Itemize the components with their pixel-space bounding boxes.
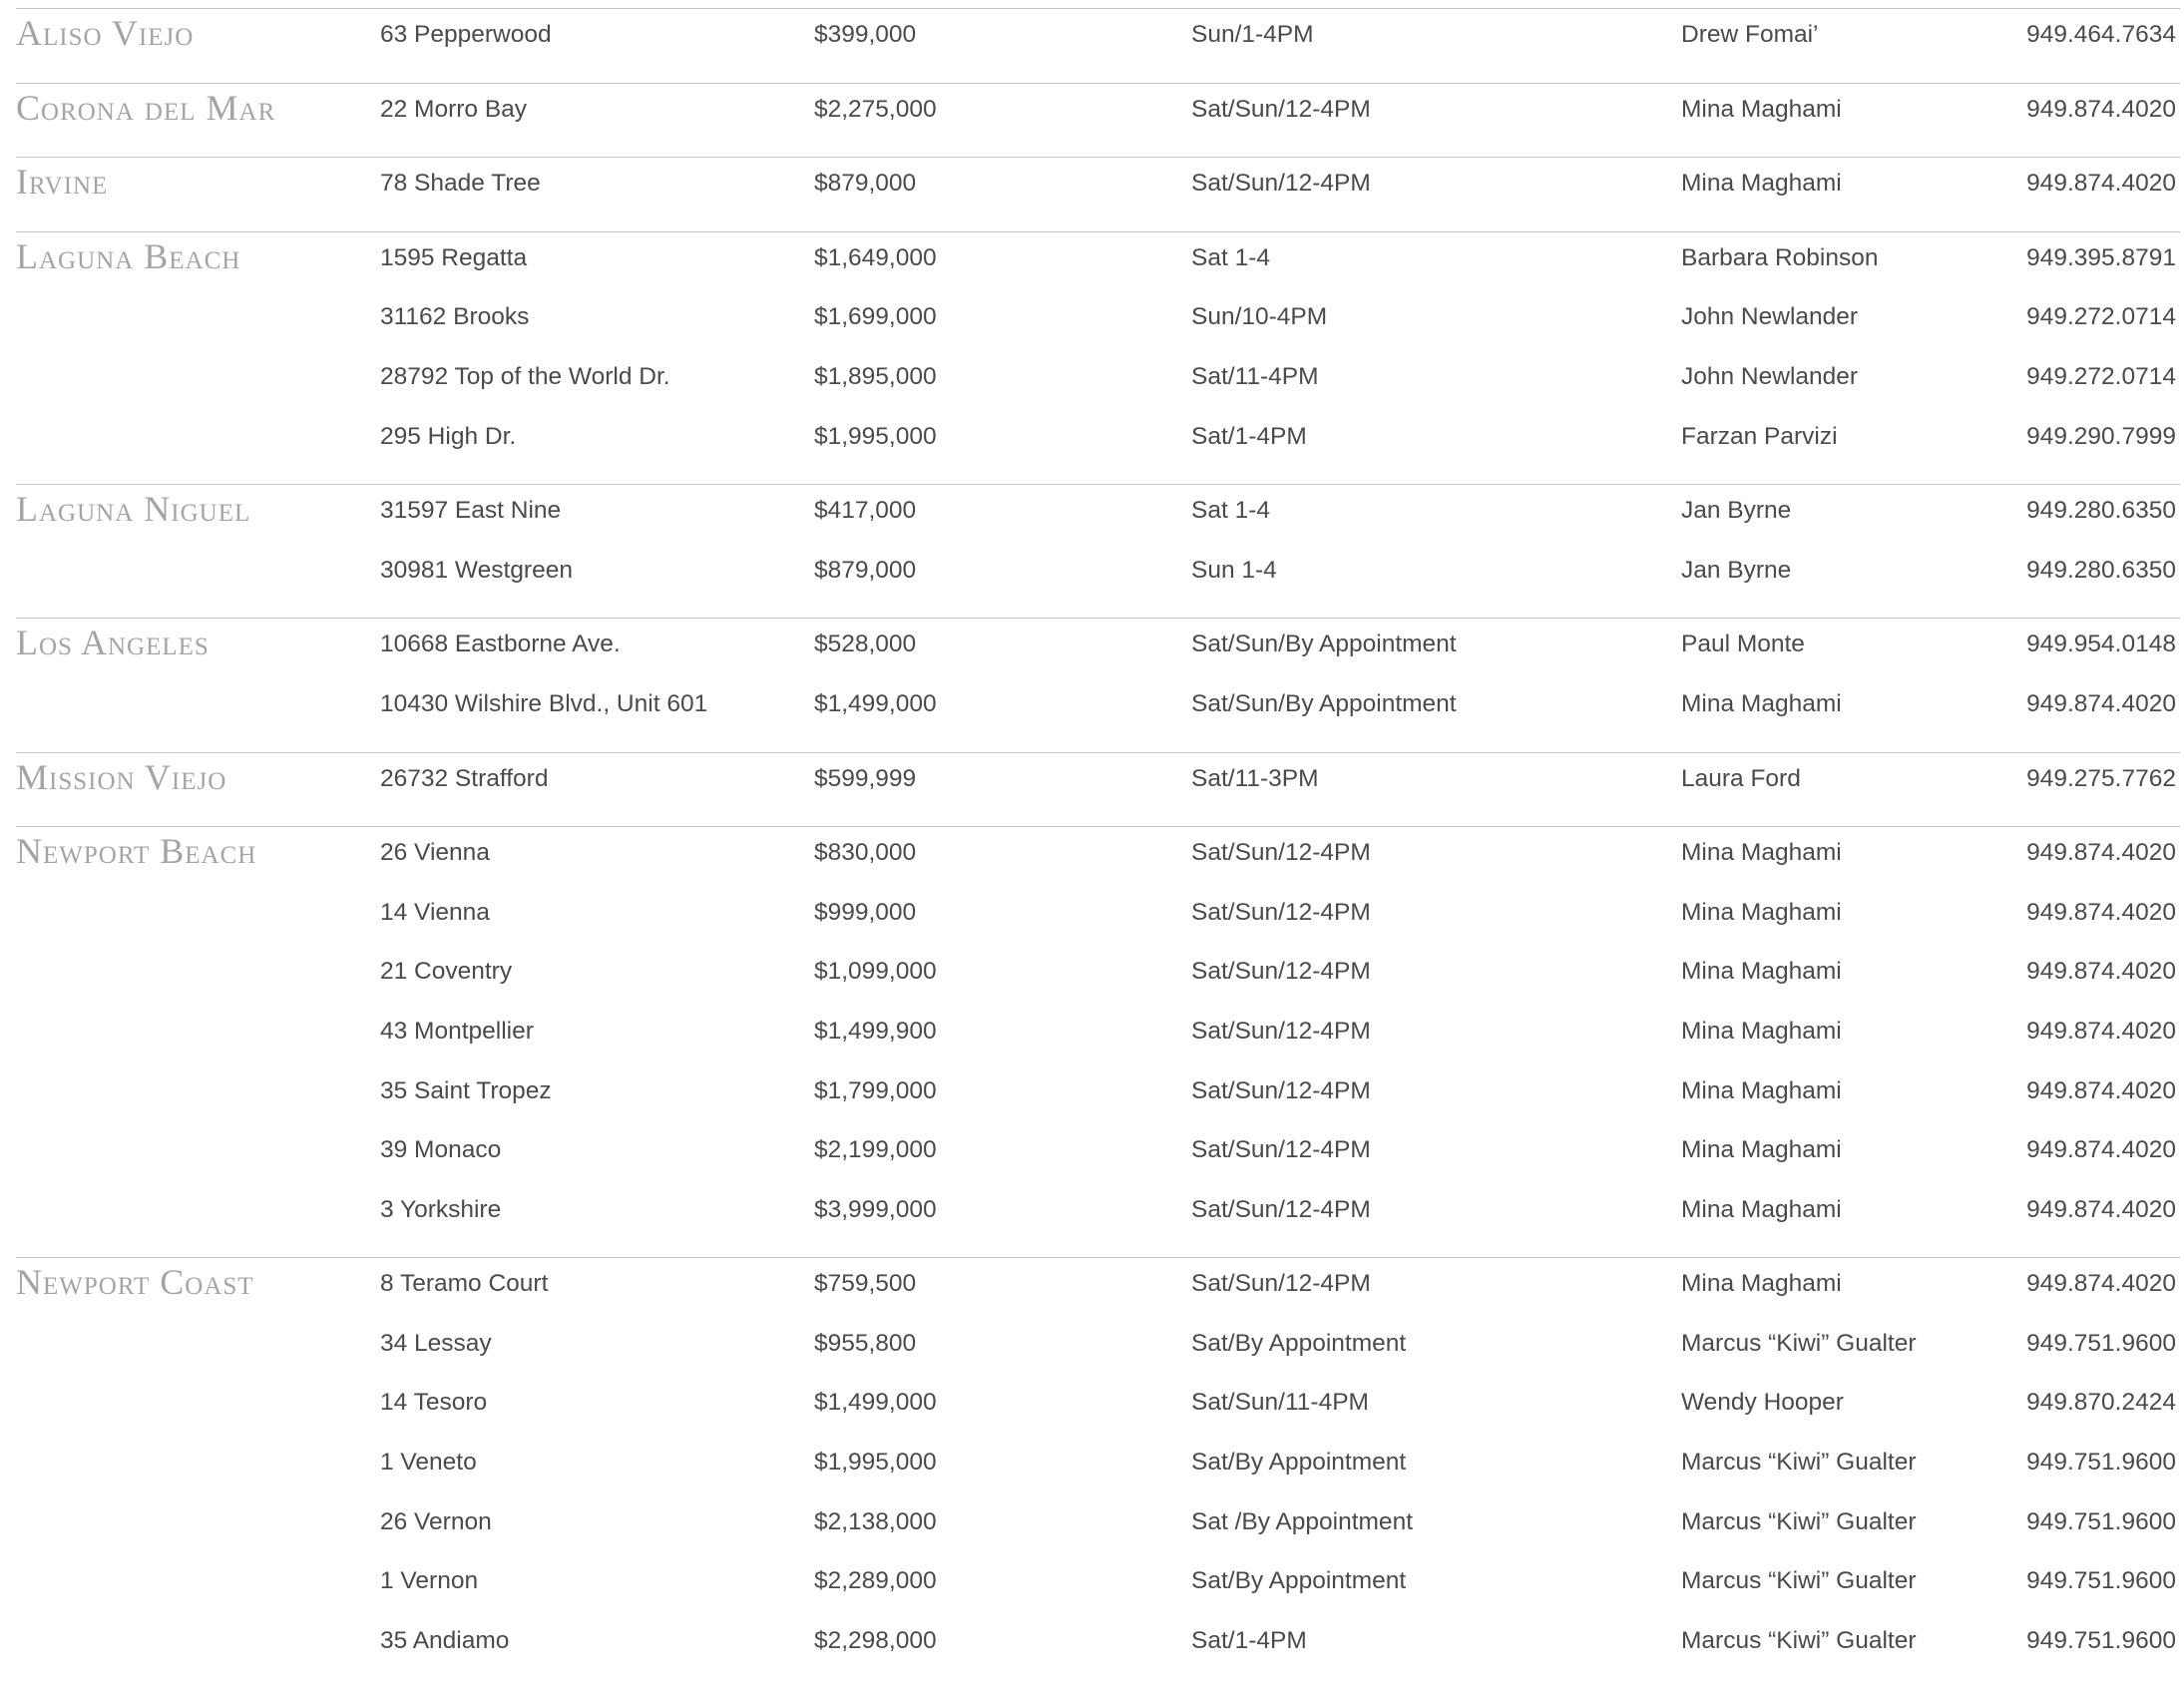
agent-phone: 949.751.9600	[2026, 1329, 2176, 1357]
listing-row	[16, 553, 2180, 613]
city-name: Aliso Viejo	[16, 13, 195, 53]
listing-row	[16, 954, 2180, 1014]
agent-name: Farzan Parvizi	[1681, 422, 1838, 450]
listing-price: $955,800	[814, 1329, 917, 1357]
agent-phone: 949.464.7634	[2026, 21, 2176, 48]
open-house-time: Sat/Sun/12-4PM	[1191, 1195, 1371, 1223]
listing-row	[16, 1623, 2180, 1683]
listing-price: $1,895,000	[814, 362, 937, 390]
open-house-time: Sat 1-4	[1191, 497, 1270, 525]
listing-address: 26732 Strafford	[380, 764, 549, 792]
city-group	[16, 752, 2180, 827]
listing-address: 28792 Top of the World Dr.	[380, 362, 670, 390]
listing-price: $3,999,000	[814, 1195, 937, 1223]
listing-price: $2,289,000	[814, 1567, 937, 1595]
agent-name: Paul Monte	[1681, 631, 1805, 658]
agent-phone: 949.874.4020	[2026, 1017, 2176, 1045]
listing-row	[16, 1073, 2180, 1133]
listing-address: 14 Tesoro	[380, 1389, 488, 1417]
listing-address: 10668 Eastborne Ave.	[380, 631, 621, 658]
agent-name: Mina Maghami	[1681, 839, 1842, 867]
listing-row	[16, 1504, 2180, 1564]
listing-row	[16, 1445, 2180, 1504]
open-house-time: Sat/Sun/11-4PM	[1191, 1389, 1369, 1417]
listing-price: $1,499,000	[814, 689, 937, 717]
listing-row	[16, 17, 2180, 77]
open-house-time: Sat/Sun/12-4PM	[1191, 958, 1371, 986]
city-name: Mission Viejo	[16, 756, 227, 797]
agent-phone: 949.874.4020	[2026, 1136, 2176, 1164]
listing-address: 34 Lessay	[380, 1329, 492, 1357]
listing-price: $2,298,000	[814, 1626, 937, 1654]
listing-address: 26 Vernon	[380, 1507, 492, 1535]
agent-phone: 949.275.7762	[2026, 764, 2176, 792]
open-house-time: Sat/1-4PM	[1191, 1626, 1307, 1654]
listing-row	[16, 240, 2180, 300]
listing-row	[16, 1563, 2180, 1623]
listing-price: $2,275,000	[814, 95, 937, 123]
city-name: Los Angeles	[16, 623, 210, 663]
listing-address: 14 Vienna	[380, 898, 490, 926]
listing-address: 63 Pepperwood	[380, 21, 552, 48]
listing-price: $830,000	[814, 839, 917, 867]
agent-phone: 949.280.6350	[2026, 556, 2176, 584]
open-house-time: Sat/By Appointment	[1191, 1567, 1407, 1595]
listing-address: 39 Monaco	[380, 1136, 502, 1164]
agent-phone: 949.280.6350	[2026, 497, 2176, 525]
listing-price: $1,099,000	[814, 958, 937, 986]
listing-row	[16, 1014, 2180, 1073]
agent-name: Drew Fomai’	[1681, 21, 1819, 48]
agent-phone: 949.751.9600	[2026, 1567, 2176, 1595]
open-house-time: Sat/11-3PM	[1191, 764, 1319, 792]
open-house-time: Sat/Sun/12-4PM	[1191, 1136, 1371, 1164]
listing-price: $528,000	[814, 631, 917, 658]
agent-name: Marcus “Kiwi” Gualter	[1681, 1626, 1917, 1654]
listing-address: 8 Teramo Court	[380, 1270, 549, 1298]
agent-name: Jan Byrne	[1681, 556, 1792, 584]
city-group	[16, 826, 2180, 1257]
listing-row	[16, 1385, 2180, 1445]
listing-address: 35 Andiamo	[380, 1626, 510, 1654]
agent-phone: 949.272.0714	[2026, 303, 2176, 331]
city-name: Newport Beach	[16, 831, 257, 872]
listing-address: 22 Morro Bay	[380, 95, 528, 123]
agent-name: John Newlander	[1681, 362, 1859, 390]
listing-price: $599,999	[814, 764, 917, 792]
listing-price: $999,000	[814, 898, 917, 926]
agent-phone: 949.395.8791	[2026, 243, 2176, 271]
listing-price: $879,000	[814, 556, 917, 584]
open-house-time: Sun/10-4PM	[1191, 303, 1328, 331]
listing-address: 3 Yorkshire	[380, 1195, 502, 1223]
city-group	[16, 484, 2180, 618]
open-house-time: Sat 1-4	[1191, 243, 1270, 271]
city-group	[16, 231, 2180, 484]
listing-row	[16, 627, 2180, 686]
listing-address: 1 Veneto	[380, 1449, 477, 1477]
listing-price: $399,000	[814, 21, 917, 48]
open-house-time: Sun 1-4	[1191, 556, 1277, 584]
open-house-time: Sat/By Appointment	[1191, 1449, 1407, 1477]
city-name: Corona del Mar	[16, 87, 276, 128]
listing-price: $1,699,000	[814, 303, 937, 331]
open-house-time: Sat/Sun/12-4PM	[1191, 95, 1371, 123]
listing-row	[16, 359, 2180, 419]
city-name: Newport Coast	[16, 1262, 254, 1303]
open-house-time: Sun/1-4PM	[1191, 21, 1314, 48]
agent-name: Marcus “Kiwi” Gualter	[1681, 1507, 1917, 1535]
listing-row	[16, 493, 2180, 553]
agent-name: Jan Byrne	[1681, 497, 1792, 525]
city-group	[16, 83, 2180, 158]
listing-price: $1,499,900	[814, 1017, 937, 1045]
city-name: Laguna Niguel	[16, 489, 251, 530]
agent-phone: 949.874.4020	[2026, 95, 2176, 123]
agent-name: Mina Maghami	[1681, 689, 1842, 717]
open-house-time: Sat/Sun/12-4PM	[1191, 1017, 1371, 1045]
city-name: Laguna Beach	[16, 235, 241, 276]
agent-name: Marcus “Kiwi” Gualter	[1681, 1329, 1917, 1357]
agent-name: Mina Maghami	[1681, 95, 1842, 123]
open-house-time: Sat/Sun/12-4PM	[1191, 170, 1371, 198]
listing-row	[16, 1266, 2180, 1326]
agent-name: Mina Maghami	[1681, 1017, 1842, 1045]
listing-address: 295 High Dr.	[380, 422, 517, 450]
listing-row	[16, 419, 2180, 479]
agent-phone: 949.874.4020	[2026, 170, 2176, 198]
listing-address: 21 Coventry	[380, 958, 513, 986]
agent-phone: 949.751.9600	[2026, 1449, 2176, 1477]
agent-phone: 949.751.9600	[2026, 1507, 2176, 1535]
listing-address: 31162 Brooks	[380, 303, 530, 331]
open-house-time: Sat/Sun/12-4PM	[1191, 839, 1371, 867]
listing-price: $2,199,000	[814, 1136, 937, 1164]
open-house-time: Sat/Sun/12-4PM	[1191, 898, 1371, 926]
agent-phone: 949.874.4020	[2026, 839, 2176, 867]
agent-phone: 949.751.9600	[2026, 1626, 2176, 1654]
open-house-listings	[16, 8, 2180, 1688]
listing-address: 26 Vienna	[380, 839, 490, 867]
listing-price: $417,000	[814, 497, 917, 525]
agent-name: John Newlander	[1681, 303, 1859, 331]
agent-name: Mina Maghami	[1681, 1195, 1842, 1223]
agent-name: Wendy Hooper	[1681, 1389, 1844, 1417]
open-house-time: Sat/Sun/By Appointment	[1191, 689, 1457, 717]
listing-address: 1 Vernon	[380, 1567, 479, 1595]
listing-price: $759,500	[814, 1270, 917, 1298]
listing-price: $1,649,000	[814, 243, 937, 271]
open-house-time: Sat/By Appointment	[1191, 1329, 1407, 1357]
agent-name: Mina Maghami	[1681, 958, 1842, 986]
agent-phone: 949.874.4020	[2026, 1076, 2176, 1104]
agent-name: Mina Maghami	[1681, 1136, 1842, 1164]
listing-row	[16, 299, 2180, 359]
agent-phone: 949.874.4020	[2026, 958, 2176, 986]
listing-price: $1,799,000	[814, 1076, 937, 1104]
agent-phone: 949.290.7999	[2026, 422, 2176, 450]
listing-price: $1,995,000	[814, 1449, 937, 1477]
agent-phone: 949.870.2424	[2026, 1389, 2176, 1417]
listing-row	[16, 92, 2180, 152]
listing-address: 10430 Wilshire Blvd., Unit 601	[380, 689, 708, 717]
listing-row	[16, 686, 2180, 746]
open-house-time: Sat/Sun/12-4PM	[1191, 1270, 1371, 1298]
agent-name: Marcus “Kiwi” Gualter	[1681, 1449, 1917, 1477]
agent-name: Laura Ford	[1681, 764, 1801, 792]
listing-address: 31597 East Nine	[380, 497, 562, 525]
open-house-time: Sat/Sun/12-4PM	[1191, 1076, 1371, 1104]
listing-address: 30981 Westgreen	[380, 556, 573, 584]
listing-price: $2,138,000	[814, 1507, 937, 1535]
agent-name: Mina Maghami	[1681, 170, 1842, 198]
open-house-time: Sat/11-4PM	[1191, 362, 1319, 390]
city-group	[16, 8, 2180, 83]
agent-phone: 949.272.0714	[2026, 362, 2176, 390]
agent-name: Mina Maghami	[1681, 1270, 1842, 1298]
agent-phone: 949.954.0148	[2026, 631, 2176, 658]
listing-row	[16, 1326, 2180, 1386]
agent-phone: 949.874.4020	[2026, 689, 2176, 717]
listing-row	[16, 835, 2180, 895]
agent-phone: 949.874.4020	[2026, 1195, 2176, 1223]
listing-row	[16, 895, 2180, 955]
listing-row	[16, 1192, 2180, 1252]
listing-address: 78 Shade Tree	[380, 170, 541, 198]
agent-phone: 949.874.4020	[2026, 898, 2176, 926]
listing-price: $1,995,000	[814, 422, 937, 450]
agent-name: Marcus “Kiwi” Gualter	[1681, 1567, 1917, 1595]
listing-row	[16, 1132, 2180, 1192]
open-house-time: Sat/Sun/By Appointment	[1191, 631, 1457, 658]
listing-price: $879,000	[814, 170, 917, 198]
listing-address: 43 Montpellier	[380, 1017, 534, 1045]
open-house-time: Sat/1-4PM	[1191, 422, 1307, 450]
city-group	[16, 1257, 2180, 1688]
listing-row	[16, 166, 2180, 225]
agent-name: Mina Maghami	[1681, 1076, 1842, 1104]
city-group	[16, 157, 2180, 231]
listing-row	[16, 761, 2180, 821]
city-group	[16, 618, 2180, 751]
listing-address: 35 Saint Tropez	[380, 1076, 552, 1104]
agent-phone: 949.874.4020	[2026, 1270, 2176, 1298]
open-house-time: Sat /By Appointment	[1191, 1507, 1413, 1535]
listing-price: $1,499,000	[814, 1389, 937, 1417]
city-name: Irvine	[16, 162, 109, 203]
agent-name: Mina Maghami	[1681, 898, 1842, 926]
listing-address: 1595 Regatta	[380, 243, 528, 271]
agent-name: Barbara Robinson	[1681, 243, 1879, 271]
